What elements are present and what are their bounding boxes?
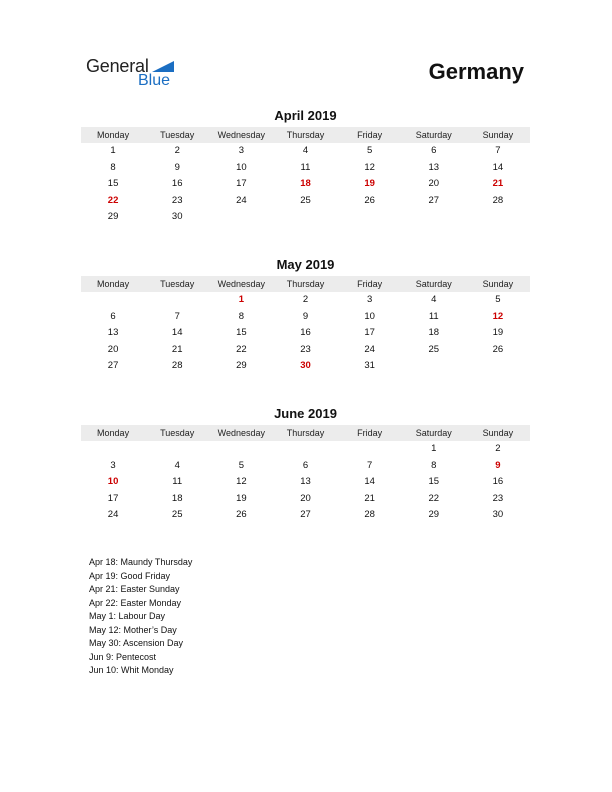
day-cell: 26	[492, 343, 504, 355]
day-cell: 7	[174, 310, 180, 322]
month-calendar	[81, 108, 530, 226]
day-cell: 19	[236, 492, 247, 504]
day-cell: 26	[364, 194, 375, 206]
weekday-header: Thursday	[286, 130, 325, 140]
day-cell: 18	[171, 492, 183, 504]
day-cell: 28	[171, 360, 183, 372]
weekday-header: Friday	[357, 279, 383, 289]
weekday-header: Saturday	[415, 428, 452, 438]
day-cell: 23	[171, 194, 183, 206]
day-cell: 6	[110, 310, 116, 322]
day-grid	[81, 441, 530, 524]
day-cell: 14	[492, 161, 504, 173]
holiday-day-cell: 30	[300, 360, 311, 372]
day-cell: 30	[492, 509, 504, 521]
day-cell: 2	[174, 145, 180, 156]
day-cell: 22	[236, 343, 247, 355]
weekday-header: Monday	[97, 428, 130, 438]
day-cell: 2	[495, 443, 501, 454]
weekday-header: Sunday	[482, 130, 514, 140]
holiday-day-cell: 10	[107, 476, 119, 488]
holiday-day-cell: 22	[107, 194, 119, 206]
day-cell: 21	[364, 492, 375, 504]
holiday-day-cell: 21	[492, 178, 504, 190]
day-cell: 10	[236, 161, 247, 173]
day-cell: 30	[171, 211, 183, 223]
day-cell: 3	[366, 294, 373, 305]
weekday-header-row	[81, 425, 530, 441]
weekday-header: Saturday	[415, 279, 452, 289]
day-cell: 29	[107, 211, 119, 223]
day-cell: 20	[107, 343, 119, 355]
day-cell: 7	[366, 459, 373, 471]
day-cell: 2	[302, 294, 309, 305]
day-cell: 1	[431, 443, 437, 454]
holiday-entry: Jun 10: Whit Monday	[89, 665, 174, 675]
day-cell: 13	[300, 476, 311, 488]
day-cell: 29	[236, 360, 247, 372]
month-calendar	[81, 257, 530, 375]
day-cell: 17	[364, 327, 375, 339]
day-cell: 18	[428, 327, 440, 339]
weekday-header: Sunday	[482, 428, 514, 438]
day-cell: 20	[428, 178, 440, 190]
day-cell: 11	[300, 161, 311, 173]
day-cell: 5	[366, 145, 373, 156]
day-cell: 16	[300, 327, 311, 339]
day-cell: 11	[428, 310, 439, 322]
holiday-day-cell: 1	[238, 294, 244, 305]
day-cell: 13	[107, 327, 119, 339]
weekday-header: Wednesday	[217, 130, 266, 140]
holiday-day-cell: 12	[492, 310, 504, 322]
month-title: May 2019	[276, 257, 335, 272]
day-cell: 24	[236, 194, 247, 206]
day-cell: 27	[107, 360, 119, 372]
day-cell: 11	[172, 476, 183, 488]
weekday-header: Saturday	[415, 130, 452, 140]
day-cell: 8	[110, 161, 116, 173]
logo-text-blue: Blue	[138, 72, 171, 89]
day-cell: 9	[174, 161, 180, 173]
day-cell: 20	[300, 492, 311, 504]
day-cell: 9	[302, 310, 309, 322]
day-cell: 12	[236, 476, 247, 488]
holiday-list	[89, 556, 192, 678]
day-cell: 19	[492, 327, 504, 339]
holiday-entry: Apr 21: Easter Sunday	[89, 584, 180, 594]
day-cell: 15	[428, 476, 440, 488]
day-grid	[81, 292, 530, 375]
day-cell: 3	[110, 459, 116, 471]
weekday-header: Friday	[357, 428, 383, 438]
weekday-header: Tuesday	[160, 279, 195, 289]
weekday-header: Sunday	[482, 279, 514, 289]
day-cell: 17	[107, 492, 119, 504]
day-cell: 16	[171, 178, 183, 190]
day-cell: 23	[300, 343, 311, 355]
day-cell: 28	[364, 509, 375, 521]
day-cell: 25	[171, 509, 183, 521]
holiday-entry: Apr 18: Maundy Thursday	[89, 557, 193, 567]
day-cell: 24	[107, 509, 119, 521]
day-cell: 8	[431, 459, 437, 471]
weekday-header: Friday	[357, 130, 383, 140]
day-cell: 24	[364, 343, 375, 355]
day-cell: 4	[302, 145, 309, 156]
weekday-header: Tuesday	[160, 428, 195, 438]
holiday-entry: May 12: Mother’s Day	[89, 624, 177, 635]
month-title: April 2019	[274, 108, 337, 123]
day-cell: 15	[236, 327, 247, 339]
empty-day-cell	[81, 292, 145, 309]
weekday-header: Thursday	[286, 279, 325, 289]
day-cell: 26	[236, 509, 247, 521]
day-cell: 12	[364, 161, 375, 173]
day-cell: 3	[238, 145, 244, 156]
day-cell: 27	[300, 509, 311, 521]
month-title: June 2019	[274, 406, 337, 421]
day-cell: 7	[495, 145, 501, 156]
day-cell: 13	[428, 161, 440, 173]
holiday-day-cell: 18	[300, 178, 311, 190]
generalblue-logo	[86, 56, 186, 92]
day-cell: 16	[492, 476, 504, 488]
weekday-header: Wednesday	[217, 428, 266, 438]
day-cell: 6	[431, 145, 437, 156]
day-cell: 4	[174, 459, 180, 471]
day-cell: 8	[238, 310, 244, 322]
weekday-header: Tuesday	[160, 130, 195, 140]
weekday-header: Monday	[97, 130, 130, 140]
day-cell: 5	[238, 459, 244, 471]
country-title: Germany	[428, 59, 524, 84]
day-cell: 25	[300, 194, 311, 206]
day-cell: 31	[364, 360, 375, 372]
empty-day-cell	[209, 441, 273, 458]
day-cell: 17	[236, 178, 247, 190]
holiday-entry: Apr 19: Good Friday	[89, 570, 171, 581]
day-cell: 29	[428, 509, 440, 521]
logo-text-general: General	[86, 56, 149, 76]
empty-day-cell	[273, 441, 337, 458]
empty-day-cell	[145, 441, 209, 458]
weekday-header-row	[81, 127, 530, 143]
day-cell: 15	[107, 178, 119, 190]
month-calendar	[81, 406, 530, 524]
day-cell: 6	[302, 459, 309, 471]
weekday-header: Thursday	[286, 428, 325, 438]
day-grid	[81, 143, 530, 226]
day-cell: 4	[431, 294, 437, 305]
holiday-entry: Apr 22: Easter Monday	[89, 597, 182, 608]
holiday-entry: May 30: Ascension Day	[89, 638, 184, 648]
weekday-header: Monday	[97, 279, 130, 289]
holiday-day-cell: 9	[495, 459, 501, 471]
day-cell: 14	[171, 327, 183, 339]
day-cell: 21	[171, 343, 183, 355]
empty-day-cell	[338, 441, 402, 458]
day-cell: 5	[495, 294, 501, 305]
empty-day-cell	[81, 441, 145, 458]
day-cell: 22	[428, 492, 440, 504]
day-cell: 1	[110, 145, 116, 156]
day-cell: 25	[428, 343, 440, 355]
day-cell: 27	[428, 194, 440, 206]
day-cell: 10	[364, 310, 375, 322]
empty-day-cell	[145, 292, 209, 309]
day-cell: 14	[364, 476, 375, 488]
day-cell: 28	[492, 194, 504, 206]
logo-triangle-icon	[152, 61, 174, 72]
holiday-entry: Jun 9: Pentecost	[89, 651, 157, 662]
day-cell: 23	[492, 492, 504, 504]
weekday-header: Wednesday	[217, 279, 266, 289]
holiday-entry: May 1: Labour Day	[89, 611, 166, 621]
holiday-day-cell: 19	[364, 178, 375, 190]
weekday-header-row	[81, 276, 530, 292]
